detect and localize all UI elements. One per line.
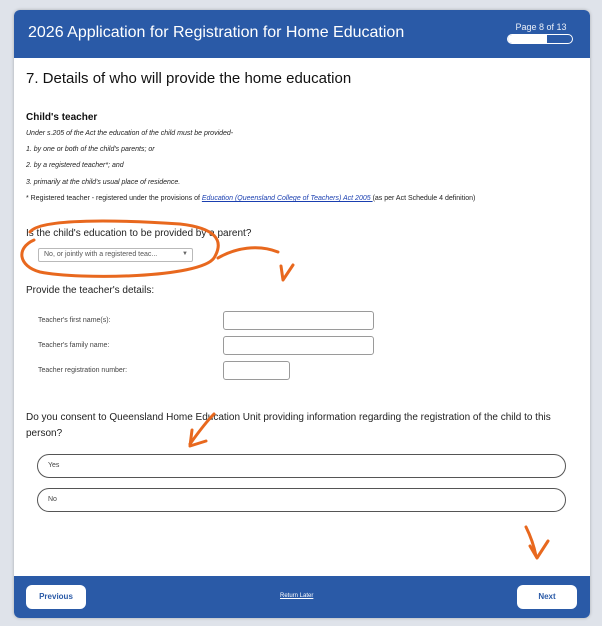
form-title: 2026 Application for Registration for Home Education xyxy=(28,24,405,41)
return-later-link[interactable]: Return Later xyxy=(280,593,314,599)
act-link[interactable]: Education (Queensland College of Teachers) Act 2005 xyxy=(201,195,373,202)
childs-teacher-heading: Child's teacher xyxy=(26,112,98,123)
next-button[interactable]: Next xyxy=(517,585,577,609)
legal-intro: Under s.205 of the Act the education of the child must be provided- xyxy=(26,130,234,137)
note-suffix: (as per Act Schedule 4 definition) xyxy=(372,195,476,202)
arrow-annotation xyxy=(190,414,214,444)
arrow-annotation xyxy=(218,248,278,258)
arrow-annotation xyxy=(281,265,293,280)
section-title: 7. Details of who will provide the home education xyxy=(26,70,352,87)
select-value: No, or jointly with a registered teac... xyxy=(44,251,158,258)
legal-item: 2. by a registered teacher*; and xyxy=(26,162,124,169)
chevron-down-icon: ▼ xyxy=(182,251,188,257)
consent-option-yes[interactable]: Yes xyxy=(37,454,566,478)
family-name-label: Teacher's family name: xyxy=(38,342,110,349)
legal-item: 3. primarily at the child's usual place of residence. xyxy=(26,179,181,186)
parent-question-label: Is the child's education to be provided by a parent? xyxy=(26,228,252,239)
previous-button[interactable]: Previous xyxy=(26,585,86,609)
teacher-details-heading: Provide the teacher's details: xyxy=(26,285,155,296)
legal-item: 1. by one or both of the child's parents; or xyxy=(26,146,155,153)
consent-question: Do you consent to Queensland Home Education Unit providing information regarding the registration of the child to this person? xyxy=(26,412,551,439)
first-name-label: Teacher's first name(s): xyxy=(38,317,111,324)
registration-number-label: Teacher registration number: xyxy=(38,367,128,374)
circle-annotation xyxy=(22,221,218,276)
consent-option-no[interactable]: No xyxy=(37,488,566,512)
page-indicator: Page 8 of 13 xyxy=(515,22,567,32)
note-prefix: * Registered teacher - registered under the provisions of xyxy=(26,195,202,202)
